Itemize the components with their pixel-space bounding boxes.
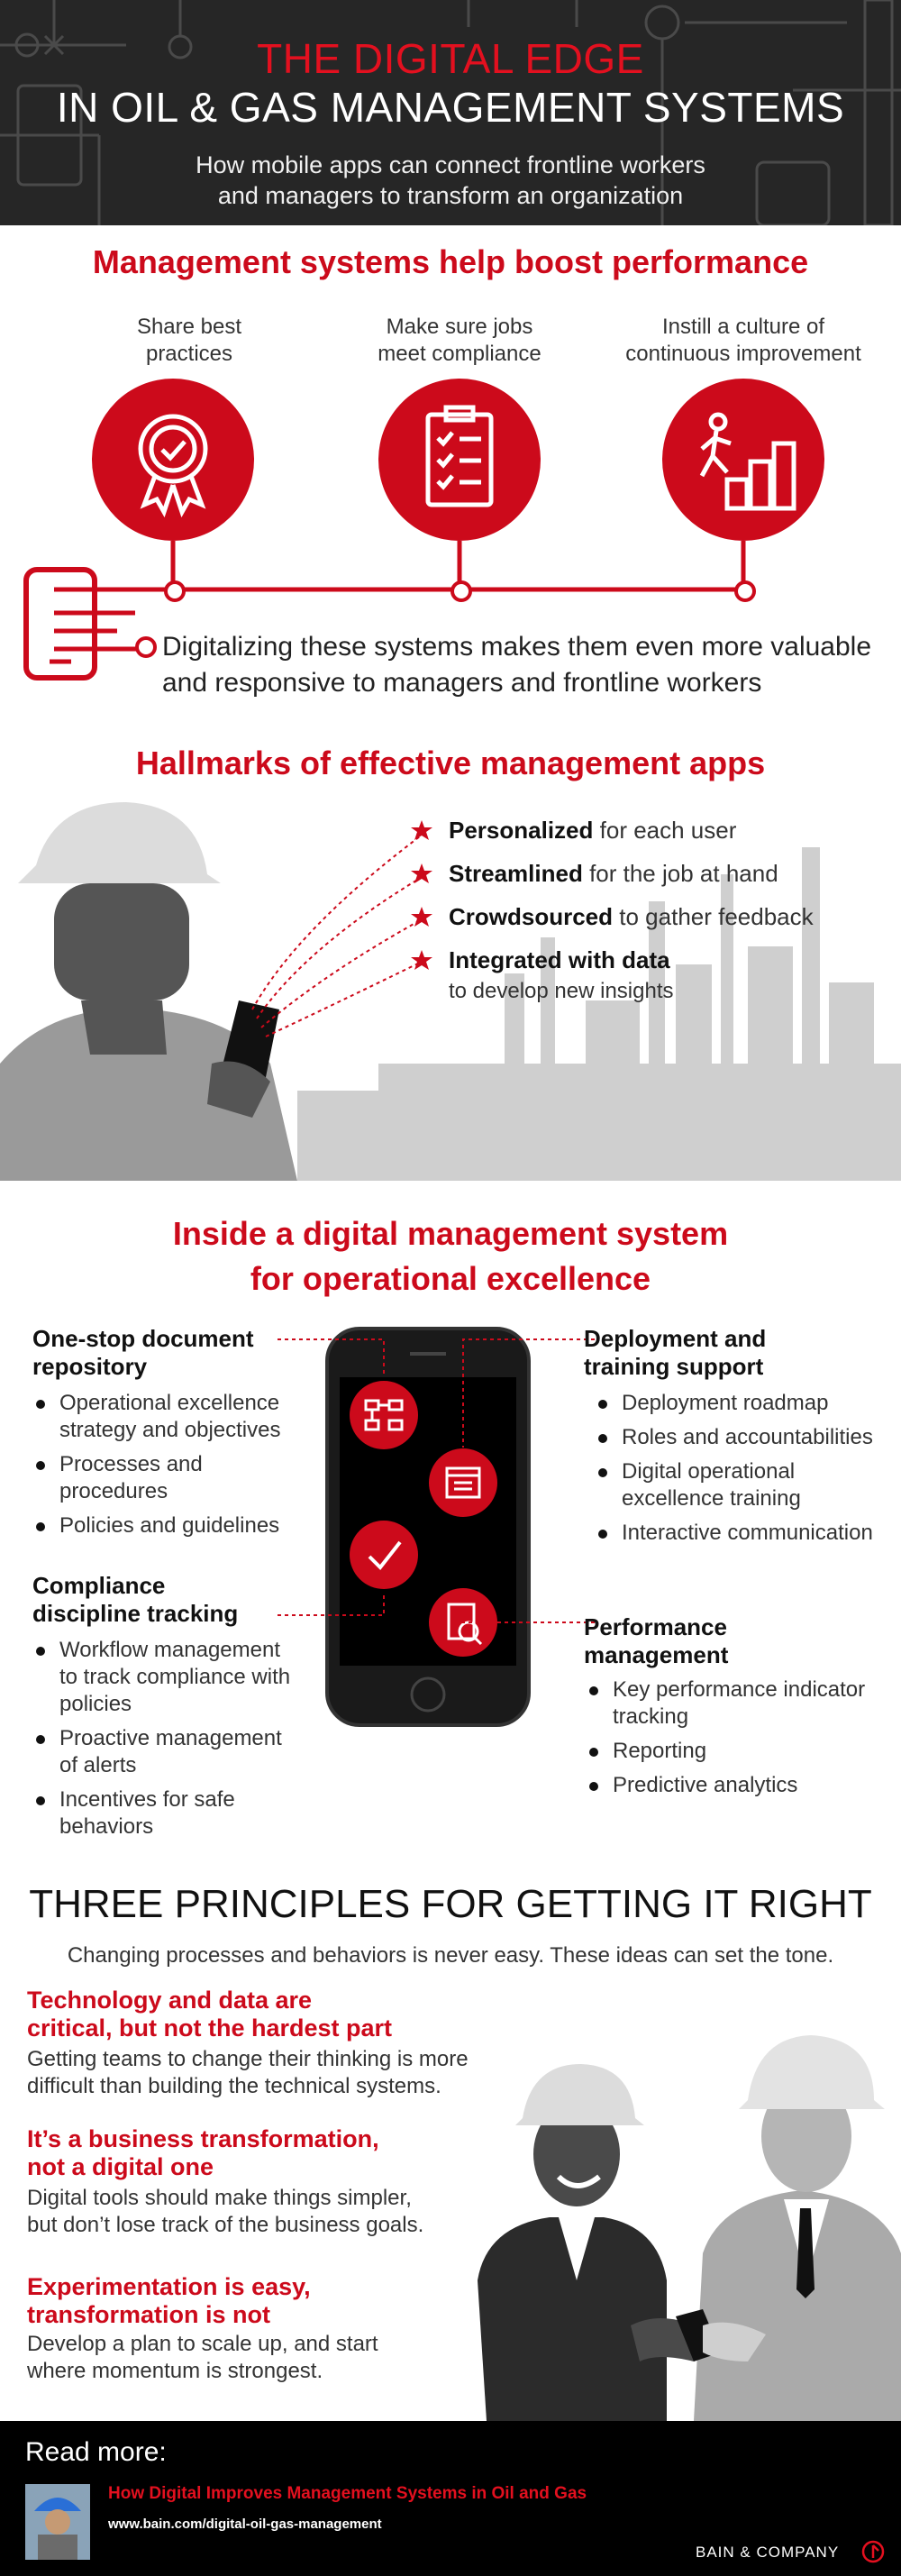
principle-body-line1: Develop a plan to scale up, and start [27,2332,378,2356]
header-subtitle [0,150,901,211]
performance-title [584,1613,728,1669]
principle-body-line2: where momentum is strongest. [27,2359,323,2383]
performance-list [586,1676,874,1806]
section1-title: Management systems help boost performance [92,243,809,280]
bain-logo-icon [861,2540,885,2563]
one-stop-title-line1: One-stop document [32,1325,254,1352]
benefit-label-line2: continuous improvement [625,342,861,366]
section2-title: Hallmarks of effective management apps [135,744,766,781]
principle-title-line1: It’s a business transformation, [27,2125,379,2152]
list-item: Incentives for safe behaviors [32,1786,303,1841]
header-subtitle-line1: How mobile apps can connect frontline workers [196,151,705,178]
list-item: Deployment roadmap [595,1390,883,1417]
principle-3-body [27,2331,496,2385]
connector-node [135,636,157,658]
benefit-circle-share [92,379,254,541]
principle-1-title [27,1987,441,2042]
hallmark-bullet-1 [411,820,432,846]
benefit-circle-compliance [378,379,541,541]
digitalizing-line2: and responsive to managers and frontline workers [162,668,762,698]
list-item: Policies and guidelines [32,1512,303,1539]
connector-node [164,580,186,602]
one-stop-title-line2: repository [32,1353,148,1380]
principle-body-line1: Digital tools should make things simpler, [27,2186,412,2210]
starburst-icon [411,907,432,928]
principle-body-line1: Getting teams to change their thinking is more [27,2047,469,2071]
benefit-label-line2: practices [145,342,233,366]
list-item: Key performance indicator tracking [586,1676,874,1731]
benefit-label-line1: Share best [136,315,242,339]
header-subtitle-line2: and managers to transform an organization [217,182,684,209]
benefit-label-share [72,314,306,368]
list-item: Digital operational excellence training [595,1458,883,1512]
principle-2-title [27,2125,441,2181]
compliance-title-line2: discipline tracking [32,1600,239,1627]
benefit-label-line1: Instill a culture of [661,315,825,339]
list-item: Roles and accountabilities [595,1424,883,1451]
report-link[interactable]: How Digital Improves Management Systems in Oil and Gas [108,2484,587,2503]
starburst-icon [411,820,432,842]
header-banner [0,0,901,225]
hallmark-bullet-3 [411,907,432,933]
deployment-list [595,1390,883,1554]
hallmark-bullet-2 [411,863,432,890]
benefit-label-line2: meet compliance [378,342,542,366]
footer [0,2421,901,2576]
starburst-icon [411,950,432,972]
section3-title-line2: for operational excellence [250,1260,651,1297]
principle-title-line2: critical, but not the hardest part [27,2014,393,2042]
compliance-title-line1: Compliance [32,1572,166,1599]
performance-title-line2: management [584,1641,729,1668]
principle-title-line2: not a digital one [27,2153,214,2180]
principle-body-line2: but don’t lose track of the business goals. [27,2213,424,2237]
principle-2-body [27,2185,496,2239]
benefit-label-improvement [622,314,865,368]
phone-outline-icon [23,566,104,683]
list-item: Proactive management of alerts [32,1725,303,1779]
starburst-icon [411,863,432,885]
report-cover-thumbnail[interactable] [25,2484,90,2560]
hallmark-rest: for the job at hand [589,860,778,887]
principles-subtitle: Changing processes and behaviors is never easy. These ideas can set the tone. [67,1943,834,1968]
hallmark-rest: for each user [599,817,737,844]
principle-title-line1: Technology and data are [27,1987,313,2014]
hallmark-integrated-rest: to develop new insights [449,979,674,1003]
benefit-circle-improvement [662,379,824,541]
compliance-list [32,1637,303,1848]
list-item: Operational excellence strategy and objectives [32,1390,303,1444]
benefit-label-line1: Make sure jobs [386,315,533,339]
phone-dotted-connectors [270,1334,595,1640]
list-item: Workflow management to track compliance with policies [32,1637,303,1718]
hallmark-rest: to gather feedback [619,903,814,930]
brand-name: BAIN & COMPANY [696,2544,840,2561]
performance-title-line1: Performance [584,1613,727,1640]
header-title-line2: IN OIL & GAS MANAGEMENT SYSTEMS [56,84,845,131]
deployment-title [584,1325,766,1381]
principle-1-body [27,2046,496,2100]
principle-title-line1: Experimentation is easy, [27,2273,311,2300]
hallmark-crowdsourced [449,903,814,931]
hallmark-bold: Personalized [449,817,594,844]
hallmark-bold: Crowdsourced [449,903,614,930]
principle-title-line2: transformation is not [27,2301,271,2328]
hallmark-bold: Integrated with data [449,946,670,973]
deployment-title-line1: Deployment and [584,1325,767,1352]
deployment-title-line2: training support [584,1353,764,1380]
hallmark-personalized [449,817,736,845]
list-item: Predictive analytics [586,1772,874,1799]
digitalizing-line1: Digitalizing these systems makes them even more valuable [162,632,872,662]
section3-title-line1: Inside a digital management system [172,1215,729,1252]
checklist-clipboard-icon [378,379,541,541]
hallmark-bullet-4 [411,950,432,976]
connector-node [734,580,756,602]
principles-title: THREE PRINCIPLES FOR GETTING IT RIGHT [29,1882,872,1926]
list-item: Interactive communication [595,1520,883,1547]
benefit-label-compliance [342,314,577,368]
list-item: Reporting [586,1738,874,1765]
section3-title [0,1211,901,1302]
award-ribbon-icon [92,379,254,541]
report-url[interactable]: www.bain.com/digital-oil-gas-management [108,2517,382,2532]
read-more-label: Read more: [25,2437,167,2467]
one-stop-title [32,1325,254,1381]
hallmark-streamlined [449,860,778,888]
compliance-title [32,1572,238,1628]
one-stop-list [32,1390,303,1547]
climbing-steps-icon [662,379,824,541]
principle-3-title [27,2273,441,2329]
list-item: Processes and procedures [32,1451,303,1505]
principle-body-line2: difficult than building the technical systems. [27,2074,441,2098]
connector-node [450,580,472,602]
header-title-line1: THE DIGITAL EDGE [257,35,644,82]
digitalizing-statement [162,629,883,701]
hallmark-bold: Streamlined [449,860,583,887]
hallmark-integrated [449,946,670,974]
